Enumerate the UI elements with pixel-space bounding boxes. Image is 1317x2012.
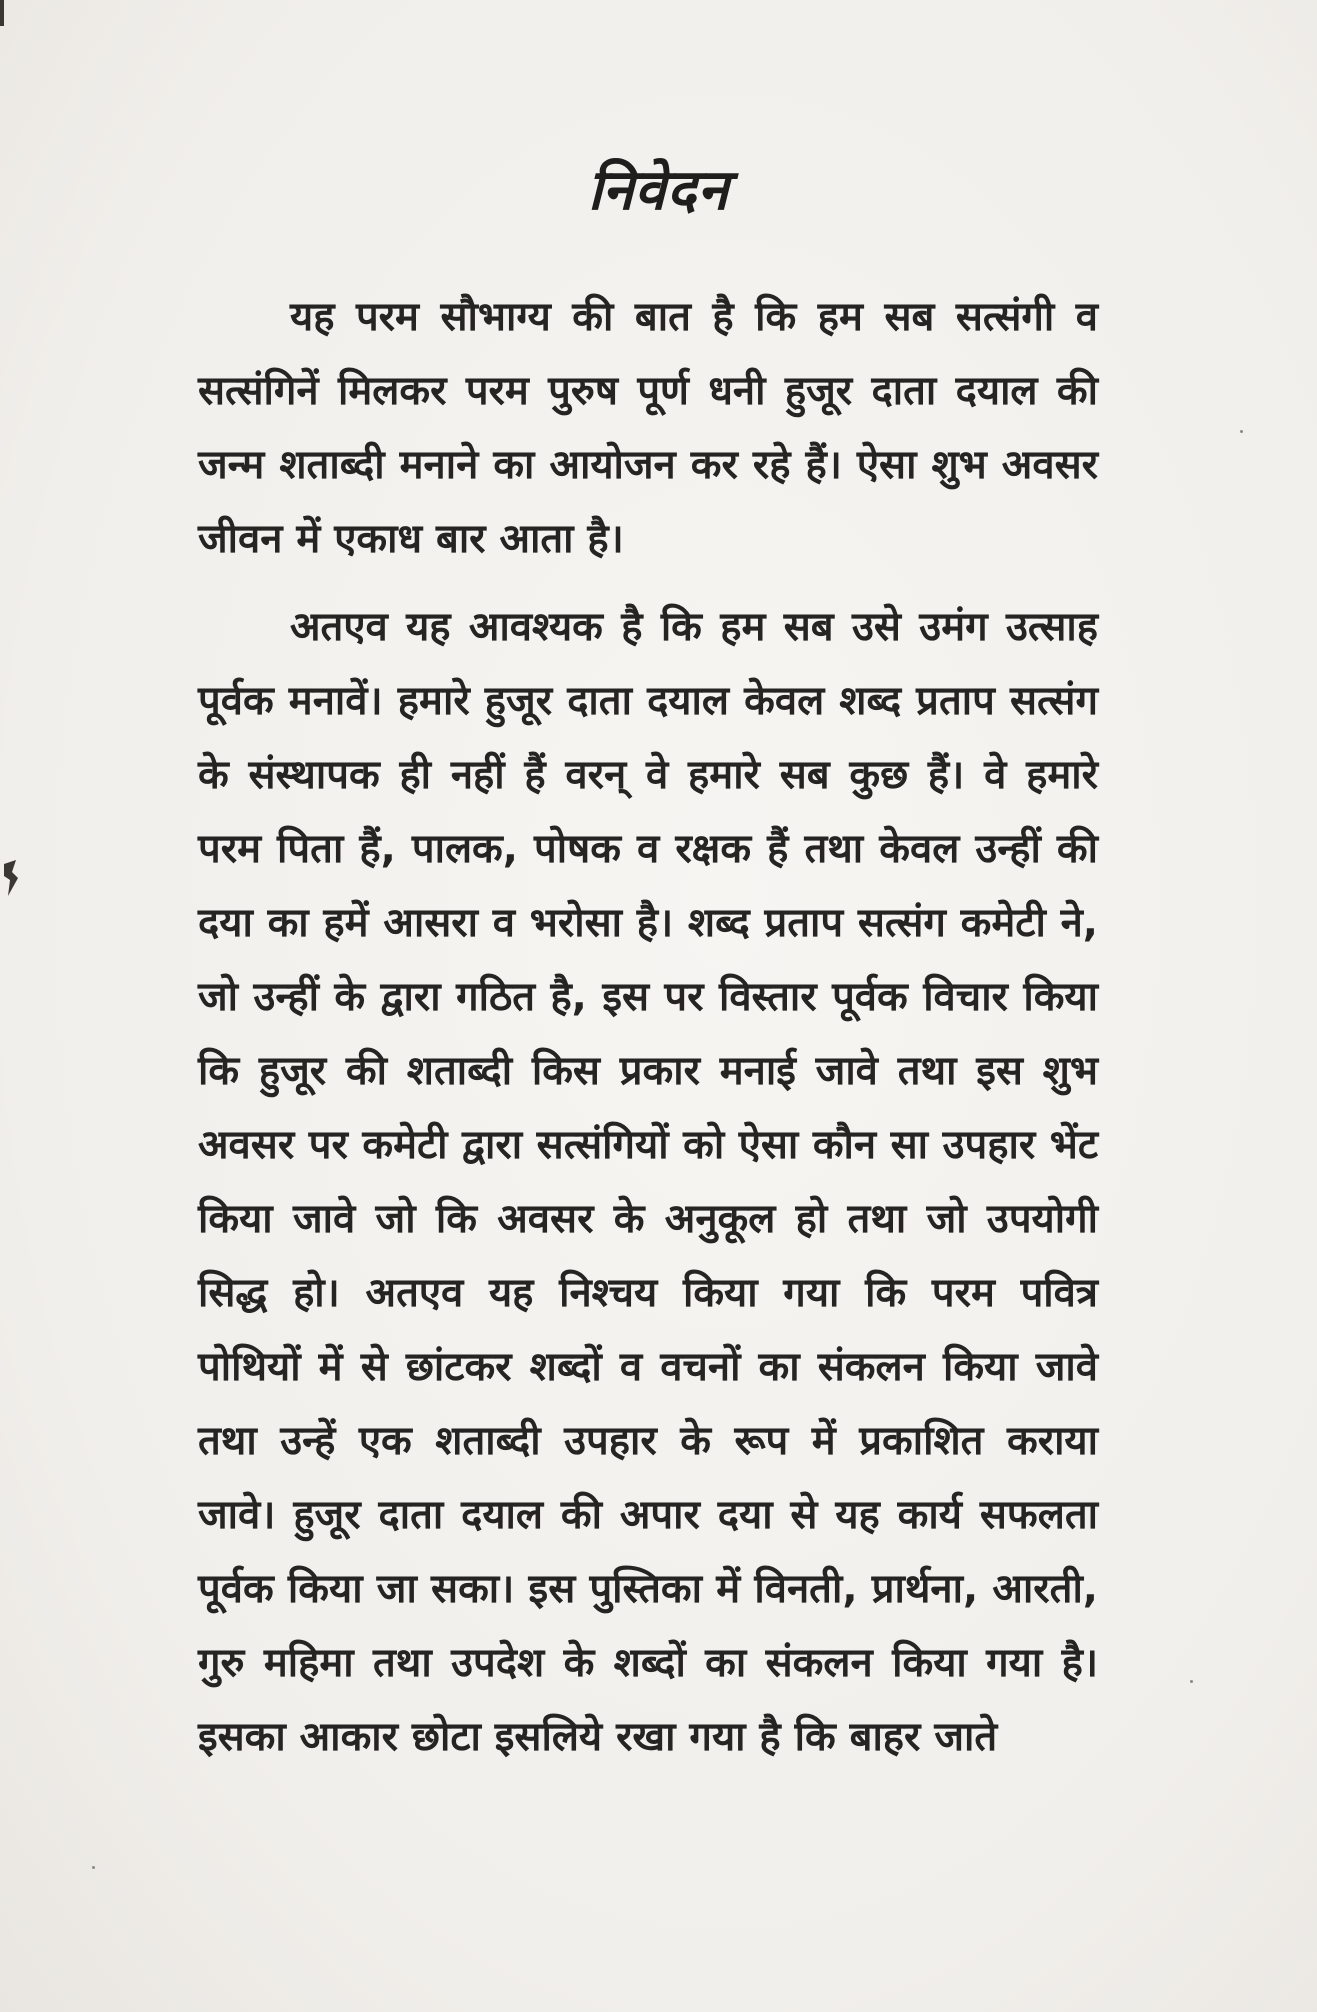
edge-mark [0,0,4,26]
speck [1190,1680,1193,1683]
speck [92,1866,95,1869]
paragraph: यह परम सौभाग्य की बात है कि हम सब सत्संगी व सत्संगिनें मिलकर परम पुरुष पूर्ण धनी हुजूर दाता दयाल की जन्म शताब्दी मनाने का आयोजन कर रहे हैं। ऐसा शुभ अवसर जीवन में एकाध बार आता है। [198,294,1098,562]
ink-mark [2,858,20,898]
page-title: निवेदन [587,158,730,223]
speck [1240,430,1243,433]
body-text [198,280,1098,1774]
paragraph: अतएव यह आवश्यक है कि हम सब उसे उमंग उत्साह पूर्वक मनावें। हमारे हुजूर दाता दयाल केवल शब्द प्रताप सत्संग के संस्थापक ही नहीं हैं वरन् वे हमारे सब कुछ हैं। वे हमारे परम पिता हैं, पालक, पोषक व रक्षक हैं तथा केवल उन्हीं की दया का हमें आसरा व भरोसा है। शब्द प्रताप सत्संग कमेटी ने, जो उन्हीं के द्वारा गठित है, इस पर विस्तार पूर्वक विचार किया कि हुजूर की शताब्दी किस प्रकार मनाई जावे तथा इस शुभ अवसर पर कमेटी द्वारा सत्संगियों को ऐसा कौन सा उपहार भेंट किया जावे जो कि अवसर के अनुकूल हो तथा जो उपयोगी सिद्ध हो। अतएव यह निश्चय किया गया कि परम पवित्र पोथियों में से छांटकर शब्दों व वचनों का संकलन किया जावे तथा उन्हें एक शताब्दी उपहार के रूप में प्रकाशित कराया जावे। हुजूर दाता दयाल की अपार दया से यह कार्य सफलता पूर्वक किया जा सका। इस पुस्तिका में विनती, प्रार्थना, आरती, गुरु महिमा तथा उपदेश के शब्दों का संकलन किया गया है। इसका आकार छोटा इसलिये रखा गया है कि बाहर जाते [198,604,1098,1760]
